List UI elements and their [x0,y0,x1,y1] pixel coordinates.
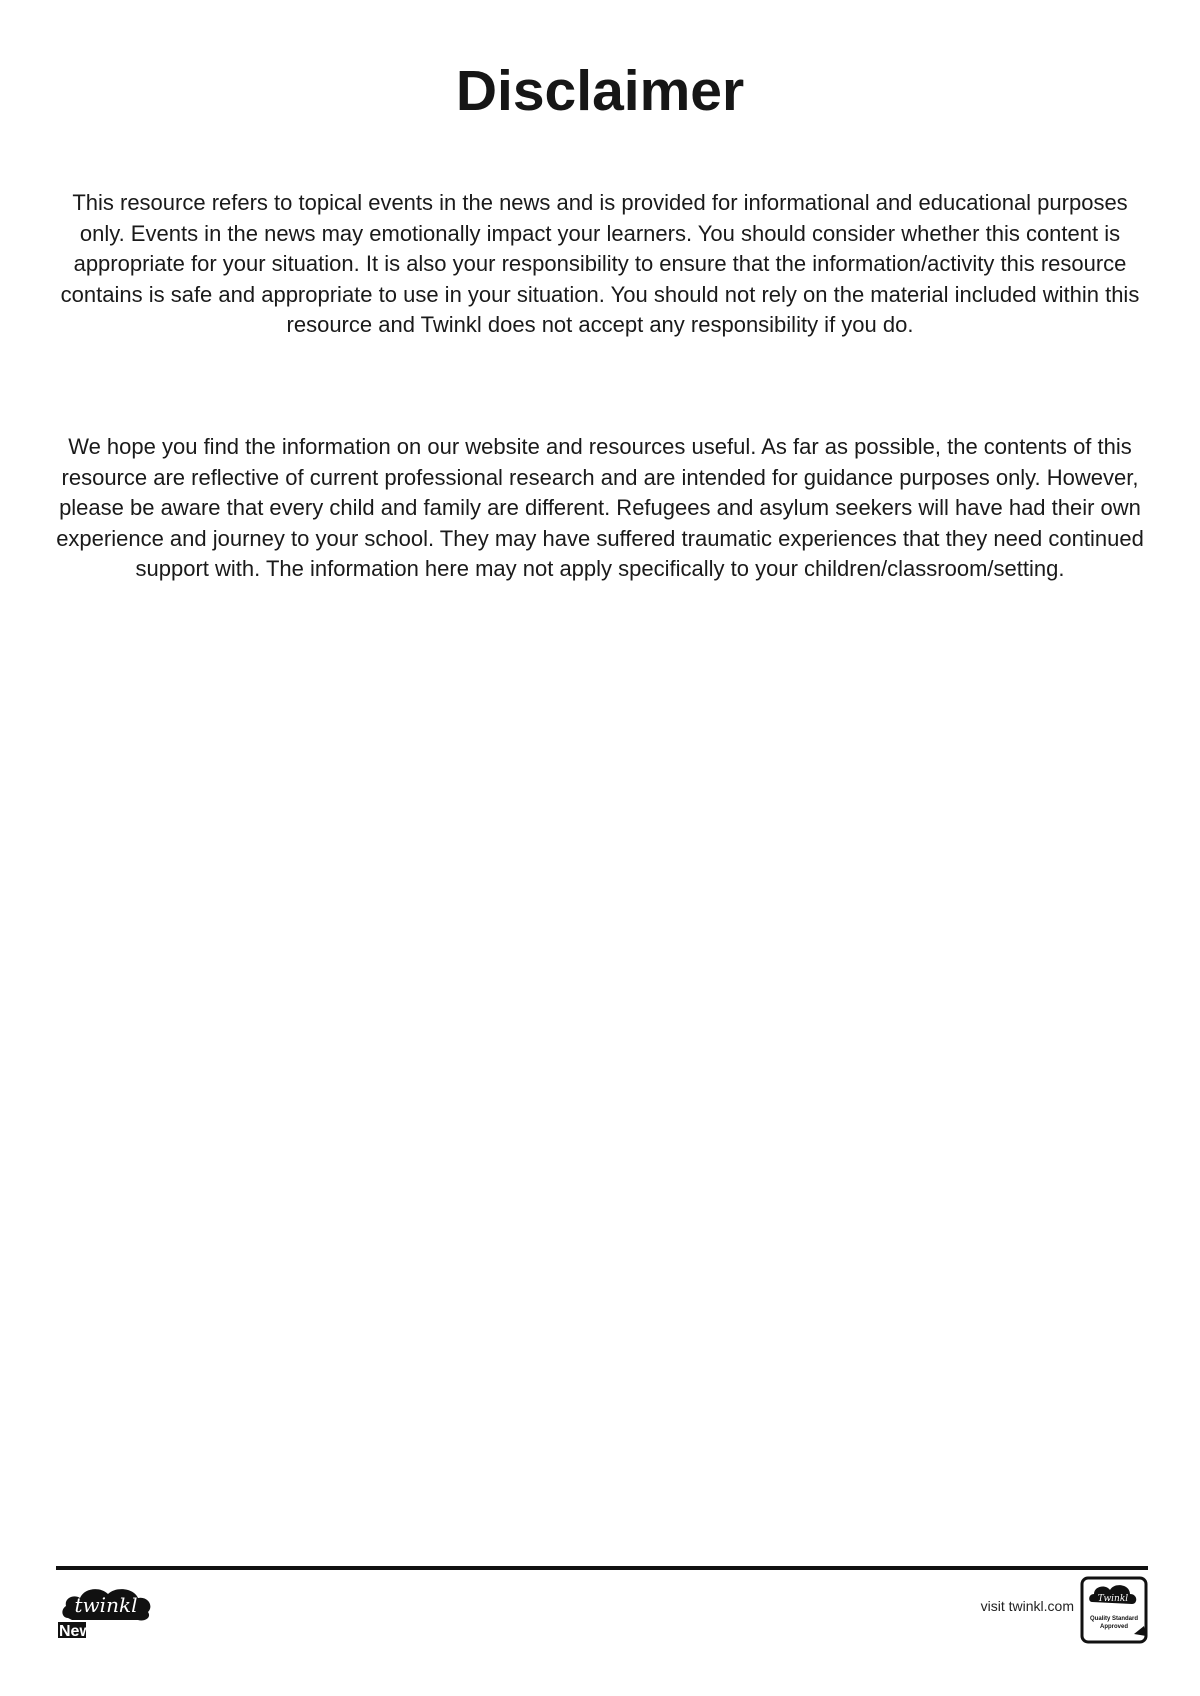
page-title: Disclaimer [455,59,745,123]
svg-text:twinkl: twinkl [74,1593,138,1617]
svg-text:NewsRoom: NewsRoom [59,1623,147,1640]
disclaimer-paragraph-2: We hope you find the information on our website and resources useful. As far as possible, the contents of this resource are reflective of current professional research and are intended for guidance purposes only. However, please be aware that every child and family are different. Refugees and asylum seekers will have had their own experience and journey to your school. They may have suffered traumatic experiences that they need continued support with. The information here may not apply specifically to your children/classroom/setting. [56,434,1144,582]
quality-standard-badge-icon [1080,1576,1150,1646]
disclaimer-paragraph-1: This resource refers to topical events in the news and is provided for informational and educational purposes only. Events in the news may emotionally impact your learners. You should consider whether this content is appropriate for your situation. It is also your responsibility to ensure that the information/activity this resource contains is safe and appropriate to use in your situation. You should not rely on the material included within this resource and Twinkl does not accept any responsibility if you do. [60,190,1140,338]
svg-text:Quality Standard: Quality Standard [1089,1616,1139,1622]
footer-divider [56,1566,1148,1570]
svg-text:Approved: Approved [1099,1624,1129,1630]
twinkl-newsroom-logo [58,1578,178,1642]
svg-text:Twinkl: Twinkl [1097,1594,1129,1604]
visit-website-link[interactable]: visit twinkl.com [980,1598,1074,1614]
